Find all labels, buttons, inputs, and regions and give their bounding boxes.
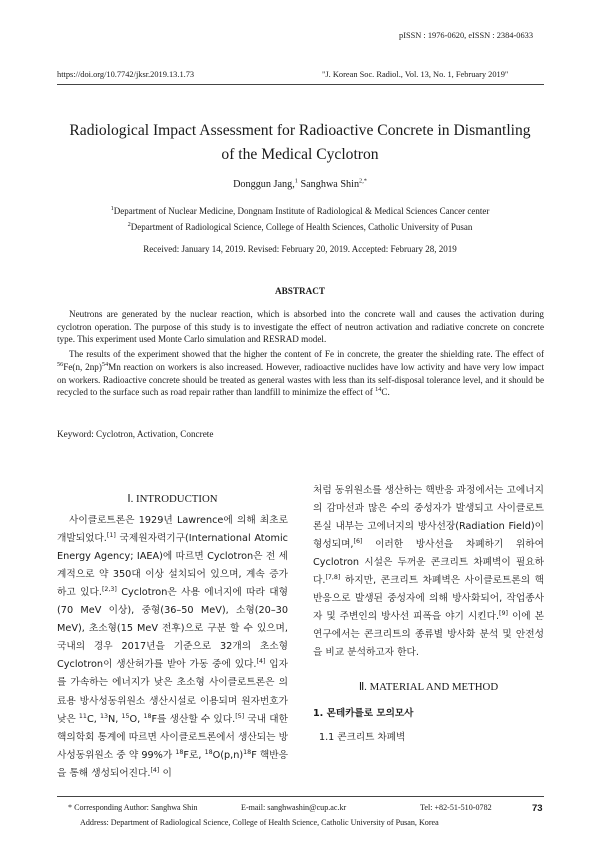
left-column (57, 490, 288, 783)
subsection-heading-1: 1. 몬테카를로 모의모사 (313, 707, 414, 719)
author-list (40, 179, 560, 190)
author-phone: Tel: +82-51-510-0782 (420, 803, 492, 812)
issn-line: pISSN : 1976-0620, eISSN : 2384-0633 (399, 31, 534, 40)
intro-paragraph: 사이클로트론은 1929년 Lawrence에 의해 최초로 개발되었다.[1] 국제원자력기구(International Atomic Energy Agency; IAEA)에 따르면 Cyclotron은 전 세계적으로 약 350대 이상 설치되어 있으며, 계속 증가 하고 있다.[2,3] Cyclotron은 사용 에너지에 따라 대형(70 MeV 이상), 중형(36–50 MeV), 소형(20–30 MeV), 초소형(15 MeV 전후)으로 구분 할 수 있으며, 국내의 경우 2017년을 기준으로 32개의 초소형 Cyclotron이 생산허가를 받아 가동 중에 있다.[4] 입자를 가속하는 에너지가 낮은 초소형 사이클로트론은 의료용 방사성동위원소 생산시설로 이용되며 원자번호가 낮은 $^{11}$C, $^{13}$N, $^{15}$O, $^{18}$F를 생산할 수 있다.[5] 국내 대한핵의학회 통계에 따르면 사이클로트론에서 생산되는 방사성동위원소 중 약 99%가 $^{18}$F로, $^{18}O(p,n)^{18}F$ 핵반응을 통해 생성되어진다.[4] 이 (57, 515, 289, 779)
corresponding-author: * Corresponding Author: Sanghwa Shin (68, 803, 198, 812)
journal-citation: "J. Korean Soc. Radiol., Vol. 13, No. 1, February 2019" (322, 70, 509, 79)
section-heading-introduction: Ⅰ. INTRODUCTION (127, 493, 218, 505)
abstract-body (57, 308, 544, 401)
affiliation-1: $^1$Department of Nuclear Medicine, Dongnam Institute of Radiological & Medical Sciences Cancer center (110, 205, 490, 216)
title-line-1: Radiological Impact Assessment for Radioactive Concrete in Dismantling (69, 122, 531, 139)
title-line-2: of the Medical Cyclotron (221, 146, 379, 163)
author-1: Donggun Jang, (233, 179, 295, 190)
affiliation-2: $^2$Department of Radiological Science, College of Health Sciences, Catholic University of Pusan (127, 221, 473, 232)
page-number: 73 (532, 803, 543, 814)
submission-dates: Received: January 14, 2019. Revised: February 20, 2019. Accepted: February 28, 2019 (143, 244, 457, 254)
subsection-heading-1-1: 1.1 콘크리트 차폐벽 (319, 731, 406, 743)
author-2-affil: 2,* (359, 177, 367, 185)
right-column (313, 482, 544, 747)
header-rule (57, 84, 544, 85)
author-2: Sanghwa Shin (297, 179, 360, 190)
abstract-heading: ABSTRACT (274, 286, 326, 296)
abstract-paragraph-1: Neutrons are generated by the nuclear reaction, which is absorbed into the concrete wall and causes the activation during cyclotron operation. The purpose of this study is to investigate the effect of neutron activation and radiative concrete on concrete type. This experiment used Monte Carlo simulation and RESRAD model. (57, 309, 544, 345)
paper-title (40, 119, 560, 167)
doi-link[interactable]: https://doi.org/10.7742/jksr.2019.13.1.73 (57, 70, 195, 79)
abstract-paragraph-2: The results of the experiment showed that the higher the content of Fe in concrete, the greater the shielding rate. The effect of $^{56}$Fe(n, 2np)$^{54}$Mn reaction on workers is also increased. However, radioactive nuclides have low activity and have very low impact on workers. Radioactive concrete should be treated as general wastes with less than its self-disposal tolerance level, and it should be recycled to the surface such as road repair rather than landfill to minimize the effect of $^{14}$C. (57, 349, 544, 398)
author-email[interactable]: E-mail: sanghwashin@cup.ac.kr (241, 803, 347, 812)
section-heading-method: Ⅱ. MATERIAL AND METHOD (358, 681, 499, 694)
keywords: Keyword: Cyclotron, Activation, Concrete (57, 429, 214, 439)
author-address: Address: Department of Radiological Science, College of Health Science, Catholic University of Pusan, Korea (80, 818, 439, 827)
author-1-affil: 1 (294, 177, 298, 185)
intro-paragraph-continued: 처럼 동위원소를 생산하는 핵반응 과정에서는 고에너지의 감마선과 많은 수의 중성자가 발생되고 사이클로트론실 내부는 고에너지의 방사선장(Radiation Field)이 형성되며,[6] 이러한 방사선을 차폐하기 위하여 Cyclotron 시설은 두꺼운 콘크리트 차폐벽이 필요하다.[7,8] 하지만, 콘크리트 차폐벽은 사이클로트론의 핵반응으로 발생된 중성자에 의해 방사화되어, 작업종사자 및 주변인의 방사선 피폭을 야기 시킨다.[9] 이에 본 연구에서는 콘크리트의 종류별 방사화 분석 및 안전성을 비교 분석하고자 한다. (313, 485, 544, 659)
footer-rule (57, 796, 544, 797)
